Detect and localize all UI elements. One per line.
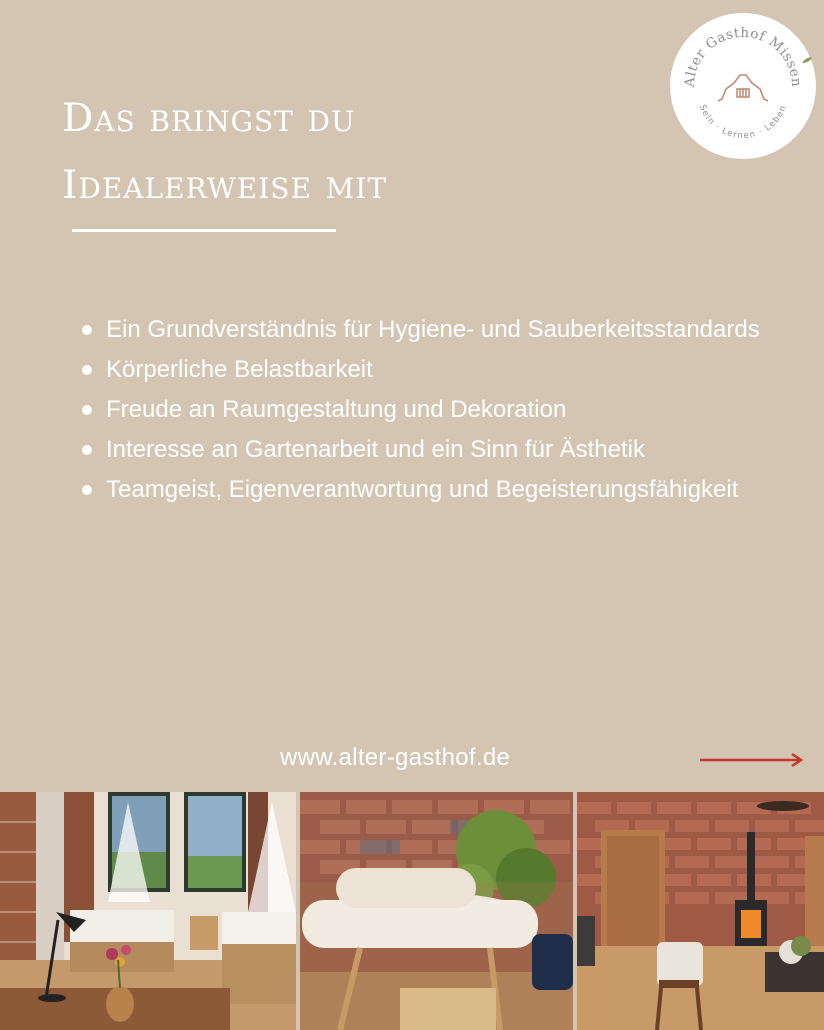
- bedroom-photo: [0, 792, 296, 1030]
- svg-text:Sein · Lernen · Leben: [697, 103, 789, 141]
- brand-logo: [670, 13, 816, 159]
- requirement-item: Ein Grundverständnis für Hygiene- und Sauberkeitsstandards: [80, 310, 800, 350]
- leaf-icon: [802, 57, 812, 63]
- photo-strip: [0, 790, 824, 1030]
- title-underline: [72, 229, 336, 232]
- logo-top-text: Alter Gasthof Missen: [681, 24, 805, 88]
- gasthof-house-icon: [718, 75, 768, 101]
- logo-bottom-text: Sein · Lernen · Leben: [696, 103, 790, 142]
- requirements-list: [80, 310, 800, 510]
- massage-room-photo: [300, 792, 573, 1030]
- requirement-item: Körperliche Belastbarkeit: [80, 350, 800, 390]
- svg-text:Alter Gasthof Missen: [682, 25, 804, 89]
- website-link[interactable]: www.alter-gasthof.de: [280, 744, 511, 771]
- requirement-item: Freude an Raumgestaltung und Dekoration: [80, 390, 800, 430]
- arrow-right-icon[interactable]: [700, 750, 804, 770]
- title-line-2: idealerweise mit: [62, 147, 388, 212]
- title-line-1: das bringst du: [62, 80, 356, 145]
- requirement-item: Interesse an Gartenarbeit und ein Sinn für Ästhetik: [80, 430, 800, 470]
- page-title: [62, 82, 387, 216]
- requirement-item: Teamgeist, Eigenverantwortung und Begeisterungsfähigkeit: [80, 470, 800, 510]
- lounge-fireplace-photo: [577, 792, 824, 1030]
